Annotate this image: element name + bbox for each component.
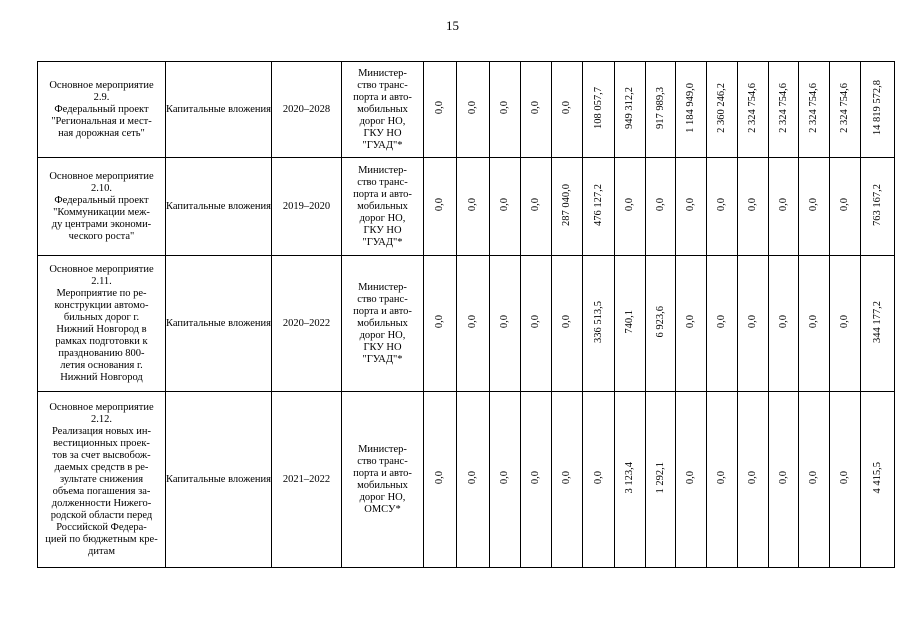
value-text: 0,0	[777, 314, 789, 329]
value-text: 476 127,2	[592, 183, 604, 226]
year-value-cell	[799, 256, 830, 392]
year-value-cell	[646, 392, 676, 568]
year-value-cell	[552, 62, 583, 158]
value-text: 0,0	[434, 470, 445, 485]
value-text: 0,0	[685, 197, 696, 212]
value-text: 0,0	[808, 197, 819, 212]
value-text: 0,0	[530, 100, 541, 115]
year-value-cell	[769, 256, 799, 392]
value-text: 0,0	[839, 470, 850, 485]
value-text: 0,0	[499, 100, 510, 115]
total-value-cell	[861, 62, 895, 158]
year-value-cell	[769, 392, 799, 568]
year-value-cell	[738, 158, 769, 256]
year-value-cell	[490, 256, 521, 392]
year-value-cell	[830, 392, 861, 568]
year-value-cell	[707, 62, 738, 158]
value-text: 0,0	[716, 197, 727, 212]
value-text: 0,0	[530, 314, 541, 329]
year-value-cell	[583, 62, 615, 158]
table-row	[38, 62, 895, 158]
year-value-cell	[615, 62, 646, 158]
value-text: 2 360 246,2	[716, 82, 727, 133]
year-value-cell	[424, 256, 457, 392]
year-value-cell	[552, 256, 583, 392]
value-text: 0,0	[777, 470, 789, 485]
year-value-cell	[490, 62, 521, 158]
year-value-cell	[738, 62, 769, 158]
value-text: 6 923,6	[654, 305, 666, 338]
year-value-cell	[830, 62, 861, 158]
value-text: 0,0	[561, 314, 572, 329]
value-text: 2 324 754,6	[808, 82, 819, 133]
measure-name-cell: Основное мероприятие 2.10. Федеральный проект "Коммуникации меж- ду центрами экономи- ческого роста"	[38, 158, 166, 256]
program-table	[37, 61, 895, 568]
year-value-cell	[646, 256, 676, 392]
funding-type-cell: Капитальные вложения	[166, 158, 272, 256]
value-text: 0,0	[777, 197, 789, 212]
year-value-cell	[799, 158, 830, 256]
total-value-cell	[861, 158, 895, 256]
value-text: 108 057,7	[592, 86, 604, 129]
value-text: 344 177,2	[871, 300, 883, 343]
value-text: 2 324 754,6	[839, 82, 850, 133]
year-value-cell	[457, 392, 490, 568]
value-text: 0,0	[654, 197, 666, 212]
year-value-cell	[707, 392, 738, 568]
value-text: 0,0	[467, 314, 478, 329]
year-value-cell	[490, 392, 521, 568]
year-value-cell	[424, 158, 457, 256]
responsible-org-cell: Министер- ство транс- порта и авто- мобильных дорог НО, ГКУ НО "ГУАД"*	[342, 256, 424, 392]
year-value-cell	[552, 158, 583, 256]
year-value-cell	[830, 256, 861, 392]
year-value-cell	[583, 256, 615, 392]
year-value-cell	[521, 256, 552, 392]
year-value-cell	[769, 62, 799, 158]
year-value-cell	[615, 256, 646, 392]
value-text: 1 292,1	[654, 461, 666, 494]
funding-type-cell: Капитальные вложения	[166, 62, 272, 158]
year-value-cell	[552, 392, 583, 568]
value-text: 0,0	[561, 100, 572, 115]
year-value-cell	[799, 62, 830, 158]
year-value-cell	[424, 62, 457, 158]
table-row	[38, 158, 895, 256]
period-cell: 2020–2022	[272, 256, 342, 392]
value-text: 14 819 572,8	[871, 79, 883, 136]
value-text: 917 989,3	[654, 86, 666, 129]
value-text: 0,0	[747, 314, 758, 329]
value-text: 0,0	[434, 197, 445, 212]
responsible-org-cell: Министер- ство транс- порта и авто- мобильных дорог НО, ГКУ НО "ГУАД"*	[342, 158, 424, 256]
year-value-cell	[615, 392, 646, 568]
year-value-cell	[424, 392, 457, 568]
value-text: 0,0	[808, 470, 819, 485]
value-text: 0,0	[747, 197, 758, 212]
value-text: 0,0	[467, 197, 478, 212]
total-value-cell	[861, 256, 895, 392]
year-value-cell	[707, 256, 738, 392]
value-text: 1 184 949,0	[685, 82, 696, 133]
value-text: 740,1	[624, 309, 635, 334]
value-text: 0,0	[530, 197, 541, 212]
responsible-org-cell: Министер- ство транс- порта и авто- мобильных дорог НО, ГКУ НО "ГУАД"*	[342, 62, 424, 158]
value-text: 0,0	[561, 470, 572, 485]
funding-type-cell: Капитальные вложения	[166, 256, 272, 392]
value-text: 336 513,5	[592, 300, 604, 343]
value-text: 2 324 754,6	[747, 82, 758, 133]
value-text: 0,0	[467, 470, 478, 485]
value-text: 287 040,0	[561, 183, 572, 226]
year-value-cell	[457, 62, 490, 158]
value-text: 0,0	[839, 197, 850, 212]
year-value-cell	[676, 158, 707, 256]
year-value-cell	[521, 392, 552, 568]
value-text: 763 167,2	[871, 183, 883, 226]
year-value-cell	[707, 158, 738, 256]
year-value-cell	[521, 62, 552, 158]
measure-name-cell: Основное мероприятие 2.11. Мероприятие по ре- конструкции автомо- бильных дорог г. Нижний Новгород в рамках подготовки к празднованию 800- летия основания г. Нижний Новгород	[38, 256, 166, 392]
value-text: 0,0	[434, 314, 445, 329]
year-value-cell	[583, 392, 615, 568]
year-value-cell	[646, 62, 676, 158]
value-text: 0,0	[624, 197, 635, 212]
value-text: 0,0	[592, 470, 604, 485]
year-value-cell	[521, 158, 552, 256]
period-cell: 2021–2022	[272, 392, 342, 568]
year-value-cell	[769, 158, 799, 256]
period-cell: 2020–2028	[272, 62, 342, 158]
year-value-cell	[490, 158, 521, 256]
year-value-cell	[676, 62, 707, 158]
value-text: 0,0	[747, 470, 758, 485]
value-text: 949 312,2	[624, 86, 635, 129]
value-text: 0,0	[716, 470, 727, 485]
year-value-cell	[738, 256, 769, 392]
year-value-cell	[615, 158, 646, 256]
responsible-org-cell: Министер- ство транс- порта и авто- мобильных дорог НО, ОМСУ*	[342, 392, 424, 568]
year-value-cell	[457, 256, 490, 392]
value-text: 2 324 754,6	[777, 82, 789, 133]
value-text: 0,0	[716, 314, 727, 329]
measure-name-cell: Основное мероприятие 2.12. Реализация новых ин- вестиционных проек- тов за счет высвобож- даемых средств в ре- зультате снижения объема погашения за- долженности Нижего- родской области перед Российской Федера- цией по бюджетным кре- дитам	[38, 392, 166, 568]
page-number: 15	[446, 18, 459, 33]
year-value-cell	[799, 392, 830, 568]
total-value-cell	[861, 392, 895, 568]
value-text: 0,0	[839, 314, 850, 329]
funding-type-cell: Капитальные вложения	[166, 392, 272, 568]
value-text: 0,0	[530, 470, 541, 485]
value-text: 0,0	[499, 470, 510, 485]
year-value-cell	[646, 158, 676, 256]
value-text: 0,0	[434, 100, 445, 115]
table-row	[38, 392, 895, 568]
year-value-cell	[676, 256, 707, 392]
year-value-cell	[830, 158, 861, 256]
table-row	[38, 256, 895, 392]
year-value-cell	[583, 158, 615, 256]
value-text: 0,0	[685, 314, 696, 329]
value-text: 3 123,4	[624, 461, 635, 494]
year-value-cell	[738, 392, 769, 568]
measure-name-cell: Основное мероприятие 2.9. Федеральный проект "Региональная и мест- ная дорожная сеть"	[38, 62, 166, 158]
value-text: 0,0	[467, 100, 478, 115]
year-value-cell	[676, 392, 707, 568]
value-text: 0,0	[499, 314, 510, 329]
value-text: 0,0	[808, 314, 819, 329]
period-cell: 2019–2020	[272, 158, 342, 256]
value-text: 0,0	[685, 470, 696, 485]
value-text: 4 415,5	[871, 461, 883, 494]
year-value-cell	[457, 158, 490, 256]
value-text: 0,0	[499, 197, 510, 212]
